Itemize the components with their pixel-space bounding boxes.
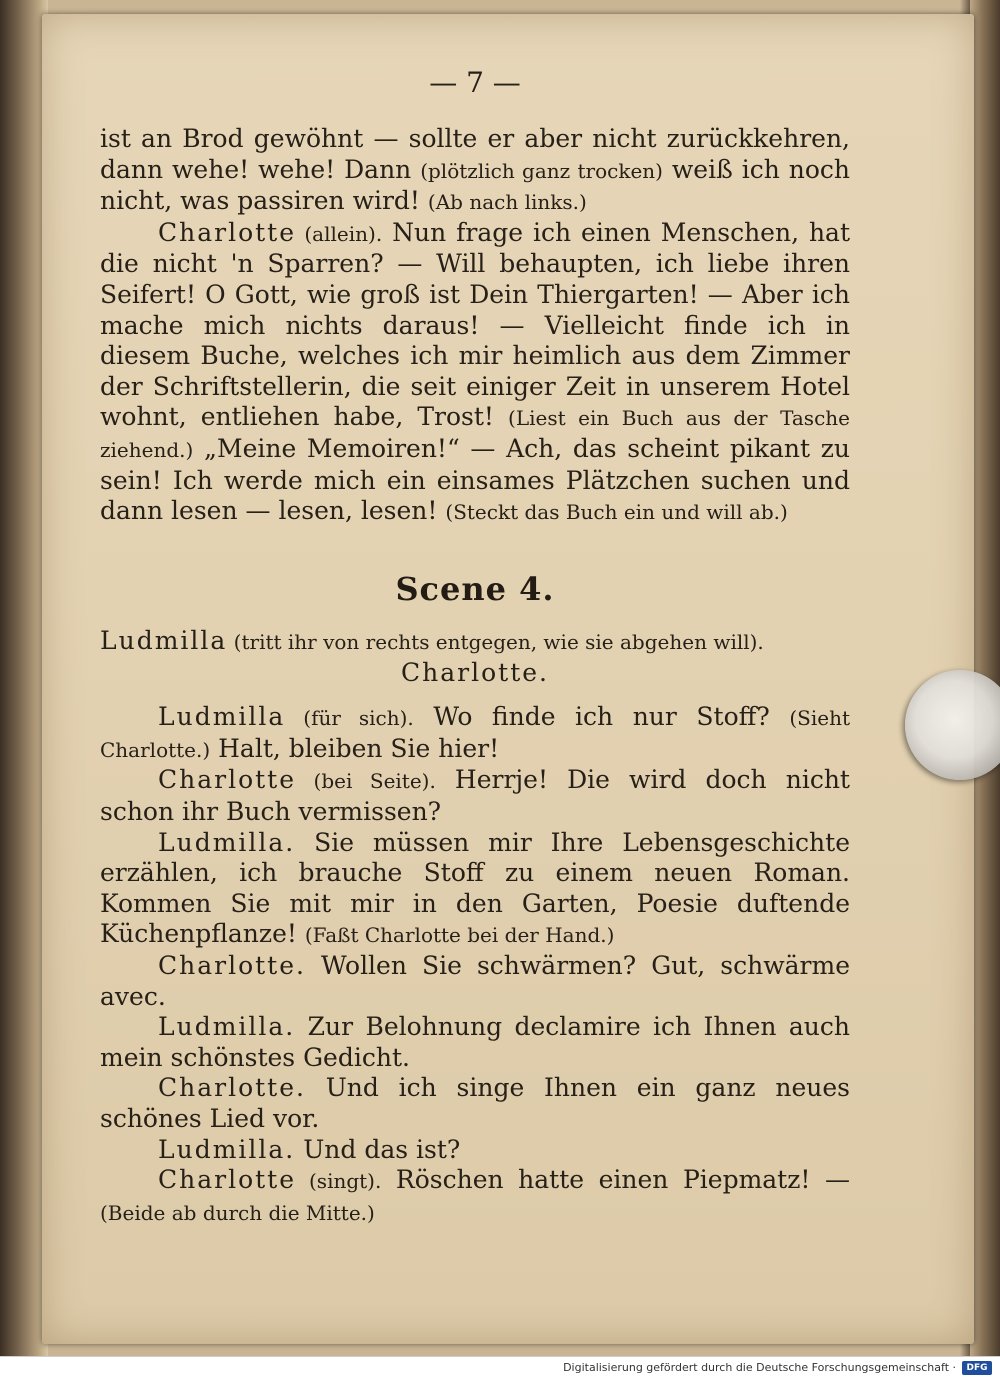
speaker-name: Charlotte: [158, 1165, 297, 1195]
dialogue-text: Und das ist?: [295, 1134, 461, 1164]
stage-direction: (Steckt das Buch ein und will ab.): [445, 500, 788, 525]
stage-direction: (plötzlich ganz trocken): [420, 158, 663, 183]
dialogue-text: Wollen Sie schwärmen? Gut, schwärme avec.: [100, 950, 850, 1011]
paragraph: [100, 828, 850, 951]
stage-direction: (allein).: [296, 221, 383, 246]
stage-direction: (Liest ein Buch aus der Tasche ziehend.): [100, 406, 850, 462]
footer-credit: Digitalisierung gefördert durch die Deutsche Forschungsgemeinschaft ·: [563, 1361, 956, 1374]
speaker-name: Ludmilla.: [158, 827, 296, 857]
scene-heading: Scene 4.: [395, 570, 555, 608]
paragraph: [100, 1165, 850, 1228]
dialogue-text: Nun frage ich einen Menschen, hat die nicht 'n Sparren? — Will behaupten, ich liebe ihren Seifert! O Gott, wie groß ist Dein Thiergarten! — Aber ich mache mich nichts daraus! — Vielleicht finde ich in diesem Buche, welches ich mir heimlich aus dem Zimmer der Schriftstellerin, die seit einiger Zeit in unserem Hotel wohnt, entliehen habe, Trost!: [100, 217, 851, 432]
dialogue-text: Röschen hatte einen Piepmatz! —: [381, 1165, 850, 1195]
paragraph: [100, 218, 850, 528]
dialogue-text: Zur Belohnung declamire ich Ihnen auch mein schönstes Gedicht.: [100, 1012, 850, 1072]
speaker-name: Ludmilla: [158, 702, 286, 732]
speaker-name: Charlotte: [158, 217, 297, 247]
speaker-name: Charlotte.: [158, 950, 306, 980]
dialogue-text: Und ich singe Ihnen ein ganz neues schönes Lied vor.: [100, 1073, 850, 1133]
speaker-name: Ludmilla.: [158, 1134, 296, 1164]
paragraph: [100, 626, 850, 658]
stage-direction: (tritt ihr von rechts entgegen, wie sie abgehen will).: [227, 630, 764, 654]
paragraph: [100, 658, 850, 689]
dialogue-text: „Meine Memoiren!“ — Ach, das scheint pikant zu sein! Ich werde mich ein einsames Plätzchen suchen und dann lesen — lesen, lesen!: [100, 433, 850, 526]
stage-direction: (Ab nach links.): [427, 190, 587, 215]
paragraph: [100, 124, 850, 218]
footer-bar: [0, 1356, 1000, 1380]
dfg-logo-icon: DFG: [962, 1361, 992, 1375]
stage-direction: (singt).: [296, 1169, 382, 1194]
dialogue-text: Herrje! Die wird doch nicht schon ihr Buch vermissen?: [100, 765, 850, 826]
paragraph: [100, 765, 850, 827]
stage-direction: (bei Seite).: [296, 769, 436, 794]
speaker-name: Charlotte.: [158, 1073, 306, 1103]
speaker-name: Charlotte.: [401, 657, 549, 687]
speaker-name: Ludmilla: [100, 626, 228, 655]
stage-direction: (Faßt Charlotte bei der Hand.): [304, 923, 615, 948]
paragraph: [100, 1073, 850, 1134]
dialogue-text: Wo finde ich nur Stoff?: [413, 702, 790, 732]
page-number: — 7 —: [429, 66, 521, 99]
stage-direction: (Sieht Charlotte.): [100, 706, 850, 762]
dialogue-text: Sie müssen mir Ihre Lebensgeschichte erzählen, ich brauche Stoff zu einem neuen Roman. Kommen Sie mit mir in den Garten, Poesie duftende Küchenpflanze!: [100, 827, 850, 949]
paragraph: [100, 702, 850, 765]
paragraph: [100, 1135, 850, 1166]
book-gutter: [0, 0, 48, 1379]
text-block-1: [100, 124, 850, 528]
stage-direction: (für sich).: [285, 706, 414, 731]
dialogue-text: Halt, bleiben Sie hier!: [210, 733, 500, 763]
speaker-name: Charlotte: [158, 765, 297, 795]
stage-direction: (Beide ab durch die Mitte.): [100, 1200, 375, 1225]
dialogue-text: ist an Brod gewöhnt — sollte er aber nicht zurückkehren, dann wehe! wehe! Dann: [100, 124, 850, 184]
text-block-2: [100, 626, 850, 1228]
paragraph: [100, 951, 850, 1012]
dialogue-text: weiß ich noch nicht, was passiren wird!: [100, 154, 850, 216]
speaker-name: Ludmilla.: [158, 1012, 296, 1042]
paragraph: [100, 1012, 850, 1073]
